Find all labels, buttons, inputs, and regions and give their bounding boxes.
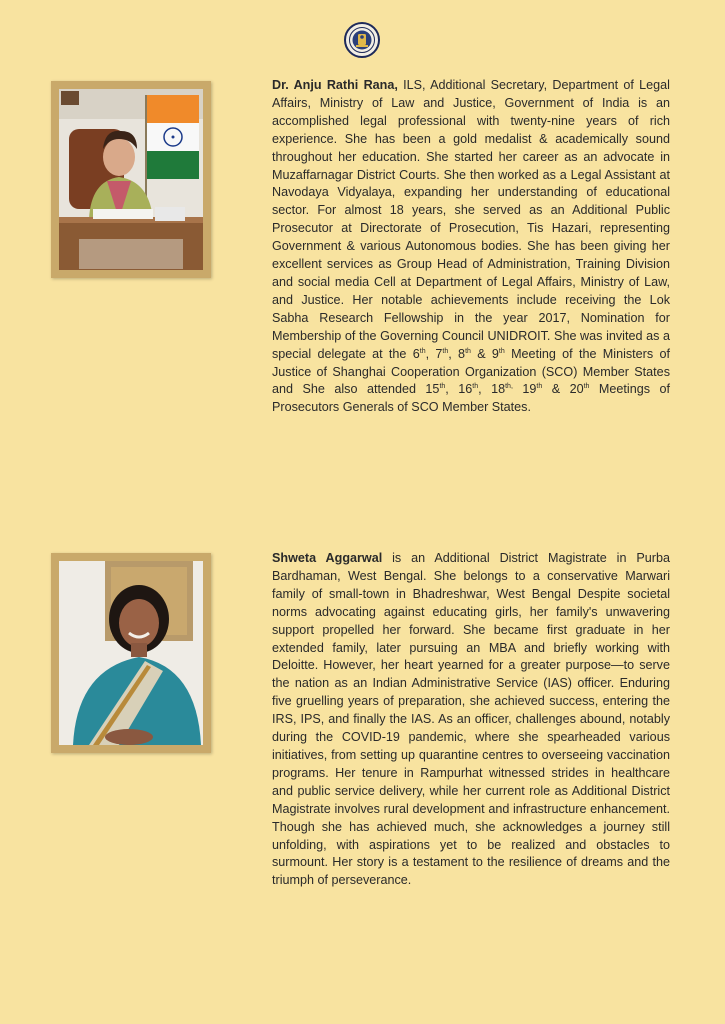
profile-bio-1 bbox=[272, 77, 670, 417]
profile-bio-2 bbox=[272, 550, 670, 890]
ordinal-suffix: th bbox=[472, 383, 479, 391]
ordinal-suffix: th bbox=[465, 347, 471, 355]
profile-photo-anju-rathi-rana bbox=[59, 89, 203, 270]
bio-text: 19 bbox=[512, 382, 537, 397]
ordinal-suffix: th bbox=[442, 347, 449, 355]
bio-text: , 8 bbox=[448, 346, 466, 361]
profile-photo-frame bbox=[51, 553, 211, 753]
ordinal-suffix: th bbox=[536, 383, 543, 391]
emblem-seal-icon bbox=[344, 22, 380, 58]
profile-name-2: Shweta Aggarwal bbox=[272, 551, 383, 565]
bio-text: & 9 bbox=[470, 346, 499, 361]
bio-text: ILS, Additional Secretary, Department of Legal Affairs, Ministry of Law and Justice, Government of India is an accomplished legal professional with twenty-nine years of rich experience. She has been a gold medalist & academically sound throughout her education. She started her career as an advocate in Muzaffarnagar District Courts. She then worked as a Legal Assistant at Navodaya Vidyalaya, expanding her understanding of educational sector. For almost 18 years, she served as an Additional Public Prosecutor at Directorate of Prosecution, Tis Hazari, representing Government & various Autonomous bodies. She has been giving her excellent services as Group Head of Administration, Training Division and social media Cell at Department of Legal Affairs, Ministry of Law, and Justice. Her notable achievements include receiving the Lok Sabha Research Fellowship in the year 2017, Nomination for Membership of the Governing Council UNIDROIT. She was invited as a special delegate at the 6 bbox=[272, 78, 670, 361]
bio-text: Meetings of Prosecutors Generals of SCO Member States. bbox=[272, 382, 670, 415]
bio-text: , 7 bbox=[425, 346, 443, 361]
bio-text: Meeting of the Ministers of Justice of Shanghai Cooperation Organization (SCO) Member States and She also attended 15 bbox=[272, 346, 670, 397]
bio-text: & 20 bbox=[542, 382, 584, 397]
bio-text: , 16 bbox=[445, 382, 473, 397]
profile-photo-shweta-aggarwal bbox=[59, 561, 203, 745]
ordinal-suffix: th bbox=[583, 383, 590, 391]
profile-name-1: Dr. Anju Rathi Rana, bbox=[272, 78, 398, 92]
ordinal-suffix: th bbox=[498, 347, 505, 355]
bio-text: , 18 bbox=[478, 382, 506, 397]
ordinal-suffix: th bbox=[419, 347, 426, 355]
profile-photo-frame bbox=[51, 81, 211, 278]
ordinal-suffix: th bbox=[439, 383, 446, 391]
bio-text: is an Additional District Magistrate in Purba Bardhaman, West Bengal. She belongs to a conservative Marwari family of small-town in Bhadreshwar, West Bengal Despite societal norms advocating against educating girls, her family's unwavering support propelled her forward. She became first graduate in her extended family, later pursuing an MBA and briefly working with Deloitte. However, her heart yearned for a greater purpose—to serve the nation as an Indian Administrative Service (IAS) officer. Enduring five gruelling years of preparation, she achieved success, entering the IRS, IPS, and finally the IAS. As an officer, challenges abound, notably during the COVID-19 pandemic, where she spearheaded various initiatives, from setting up quarantine centres to overseeing vaccination programs. Her tenure in Rampurhat witnessed strides in healthcare and public service delivery, while her current role as Additional District Magistrate involves rural development and infrastructure enhancement. Though she has achieved much, she acknowledges a journey still unfolding, with aspirations yet to be realized and obstacles to surmount. Her story is a testament to the resilience of dreams and the triumph of perseverance. bbox=[272, 551, 670, 888]
ordinal-suffix: th, bbox=[505, 383, 513, 391]
